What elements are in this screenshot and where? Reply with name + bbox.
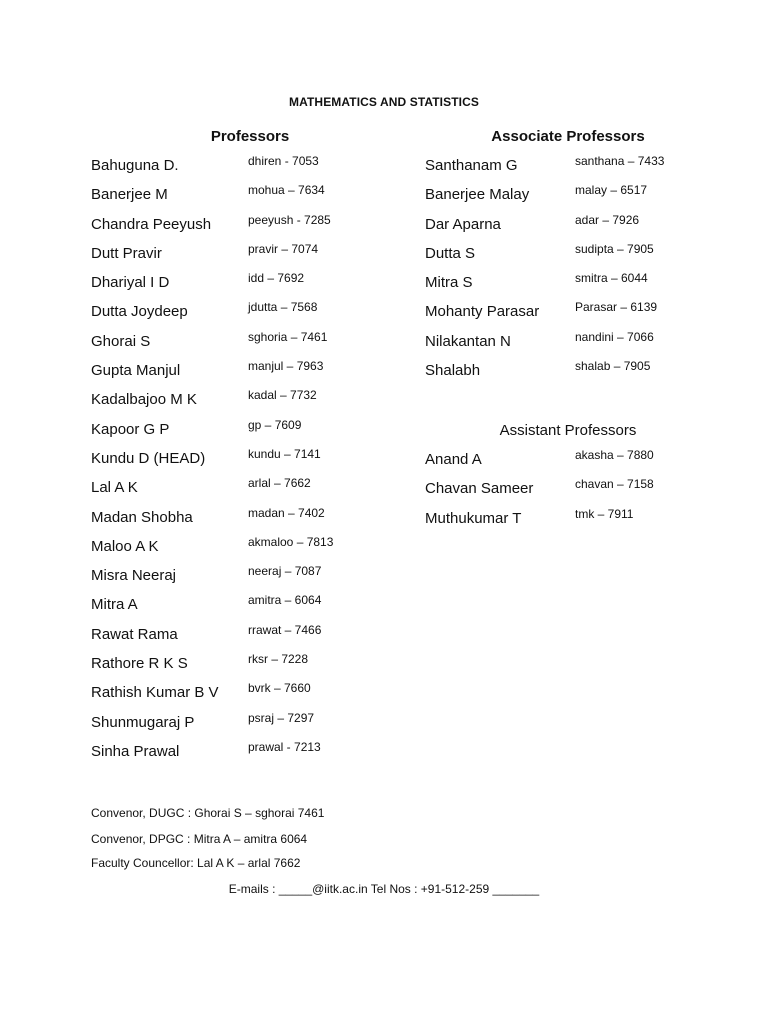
list-item: [425, 241, 725, 274]
contact-line: E-mails : _____@iitk.ac.in Tel Nos : +91-512-259 _______: [228, 882, 540, 896]
faculty-contact: rksr – 7228: [248, 652, 309, 667]
list-item: [91, 476, 391, 508]
faculty-contact: santhana – 7433: [575, 154, 665, 168]
list-item: [425, 154, 725, 186]
list-item: [91, 388, 391, 420]
list-item: [91, 622, 391, 655]
faculty-name: Nilakantan N: [425, 332, 511, 350]
faculty-councellor: Faculty Councellor: Lal A K – arlal 7662: [91, 856, 301, 870]
list-item: [91, 593, 391, 625]
list-item: [91, 652, 391, 684]
faculty-contact: prawal - 7213: [248, 739, 321, 754]
list-item: [425, 329, 725, 362]
list-item: [91, 329, 391, 362]
faculty-contact: malay – 6517: [575, 183, 648, 198]
faculty-contact: kadal – 7732: [248, 388, 317, 403]
professors-heading: Professors: [210, 128, 290, 145]
faculty-name: Misra Neeraj: [91, 567, 177, 585]
faculty-contact: Parasar – 6139: [575, 300, 658, 315]
faculty-contact: adar – 7926: [575, 212, 640, 227]
faculty-name: Shalabh: [425, 362, 481, 380]
list-item: [91, 154, 391, 186]
faculty-contact: akmaloo – 7813: [248, 534, 334, 549]
faculty-name: Banerjee M: [91, 186, 168, 204]
faculty-name: Madan Shobha: [91, 508, 193, 526]
faculty-contact: amitra – 6064: [248, 593, 322, 608]
faculty-contact: neeraj – 7087: [248, 564, 322, 579]
faculty-contact: idd – 7692: [248, 271, 305, 286]
list-item: [91, 212, 391, 245]
list-item: [91, 183, 391, 215]
faculty-name: Mitra S: [425, 274, 473, 292]
faculty-name: Dutt Pravir: [91, 244, 162, 262]
assistant-professors-list: [425, 448, 725, 539]
faculty-name: Rathish Kumar B V: [91, 684, 219, 702]
faculty-contact: shalab – 7905: [575, 359, 651, 374]
list-item: [91, 271, 391, 303]
list-item: [91, 564, 391, 596]
faculty-contact: tmk – 7911: [575, 506, 634, 521]
faculty-contact: psraj – 7297: [248, 710, 315, 725]
faculty-name: Anand A: [425, 451, 482, 468]
faculty-contact: bvrk – 7660: [248, 681, 311, 696]
faculty-contact: gp – 7609: [248, 417, 302, 432]
list-item: [425, 477, 725, 509]
faculty-name: Lal A K: [91, 479, 138, 497]
faculty-name: Mohanty Parasar: [425, 303, 540, 321]
associate-professors-heading: Associate Professors: [491, 128, 645, 145]
faculty-contact: kundu – 7141: [248, 446, 321, 461]
faculty-name: Banerjee Malay: [425, 186, 530, 204]
faculty-name: Kapoor G P: [91, 420, 170, 438]
convenor-dpgc: Convenor, DPGC : Mitra A – amitra 6064: [91, 832, 308, 846]
list-item: [91, 534, 391, 567]
faculty-name: Dutta Joydeep: [91, 303, 188, 321]
list-item: [91, 241, 391, 274]
faculty-name: Rawat Rama: [91, 625, 178, 643]
faculty-name: Muthukumar T: [425, 509, 522, 527]
list-item: [91, 710, 391, 743]
page-title: MATHEMATICS AND STATISTICS: [289, 95, 479, 109]
faculty-name: Maloo A K: [91, 537, 159, 555]
list-item: [425, 506, 725, 539]
faculty-name: Chandra Peeyush: [91, 215, 212, 233]
faculty-name: Kadalbajoo M K: [91, 391, 197, 409]
list-item: [91, 300, 391, 332]
faculty-contact: rrawat – 7466: [248, 622, 322, 637]
faculty-name: Ghorai S: [91, 332, 151, 350]
faculty-contact: sudipta – 7905: [575, 241, 654, 256]
convenor-dugc: Convenor, DUGC : Ghorai S – sghorai 7461: [91, 806, 325, 820]
faculty-contact: peeyush - 7285: [248, 212, 331, 227]
faculty-contact: chavan – 7158: [575, 477, 654, 492]
faculty-contact: dhiren - 7053: [248, 154, 319, 168]
list-item: [91, 359, 391, 391]
faculty-name: Sinha Prawal: [91, 742, 180, 760]
faculty-name: Shunmugaraj P: [91, 713, 195, 731]
faculty-contact: akasha – 7880: [575, 448, 654, 462]
faculty-contact: madan – 7402: [248, 505, 325, 520]
faculty-contact: manjul – 7963: [248, 359, 324, 374]
faculty-name: Rathore R K S: [91, 655, 188, 673]
faculty-contact: arlal – 7662: [248, 476, 311, 491]
faculty-contact: mohua – 7634: [248, 183, 325, 198]
faculty-contact: sghoria – 7461: [248, 329, 328, 344]
faculty-contact: smitra – 6044: [575, 271, 648, 286]
assistant-professors-heading: Assistant Professors: [499, 422, 637, 439]
faculty-contact: nandini – 7066: [575, 329, 654, 344]
list-item: [91, 446, 391, 479]
faculty-name: Chavan Sameer: [425, 480, 534, 498]
list-item: [425, 300, 725, 332]
faculty-name: Gupta Manjul: [91, 362, 181, 380]
list-item: [91, 505, 391, 538]
list-item: [91, 681, 391, 713]
faculty-name: Mitra A: [91, 596, 138, 614]
list-item: [425, 212, 725, 245]
list-item: [425, 448, 725, 480]
list-item: [425, 183, 725, 215]
professors-list: [91, 154, 391, 772]
list-item: [91, 417, 391, 450]
faculty-name: Bahuguna D.: [91, 157, 179, 174]
faculty-name: Santhanam G: [425, 157, 518, 174]
faculty-name: Dutta S: [425, 244, 476, 262]
list-item: [91, 739, 391, 772]
faculty-name: Dhariyal I D: [91, 274, 170, 292]
list-item: [425, 359, 725, 391]
faculty-name: Dar Aparna: [425, 215, 501, 233]
list-item: [425, 271, 725, 303]
associate-professors-list: [425, 154, 725, 391]
faculty-contact: jdutta – 7568: [248, 300, 318, 315]
faculty-contact: pravir – 7074: [248, 241, 319, 256]
faculty-name: Kundu D (HEAD): [91, 449, 206, 467]
